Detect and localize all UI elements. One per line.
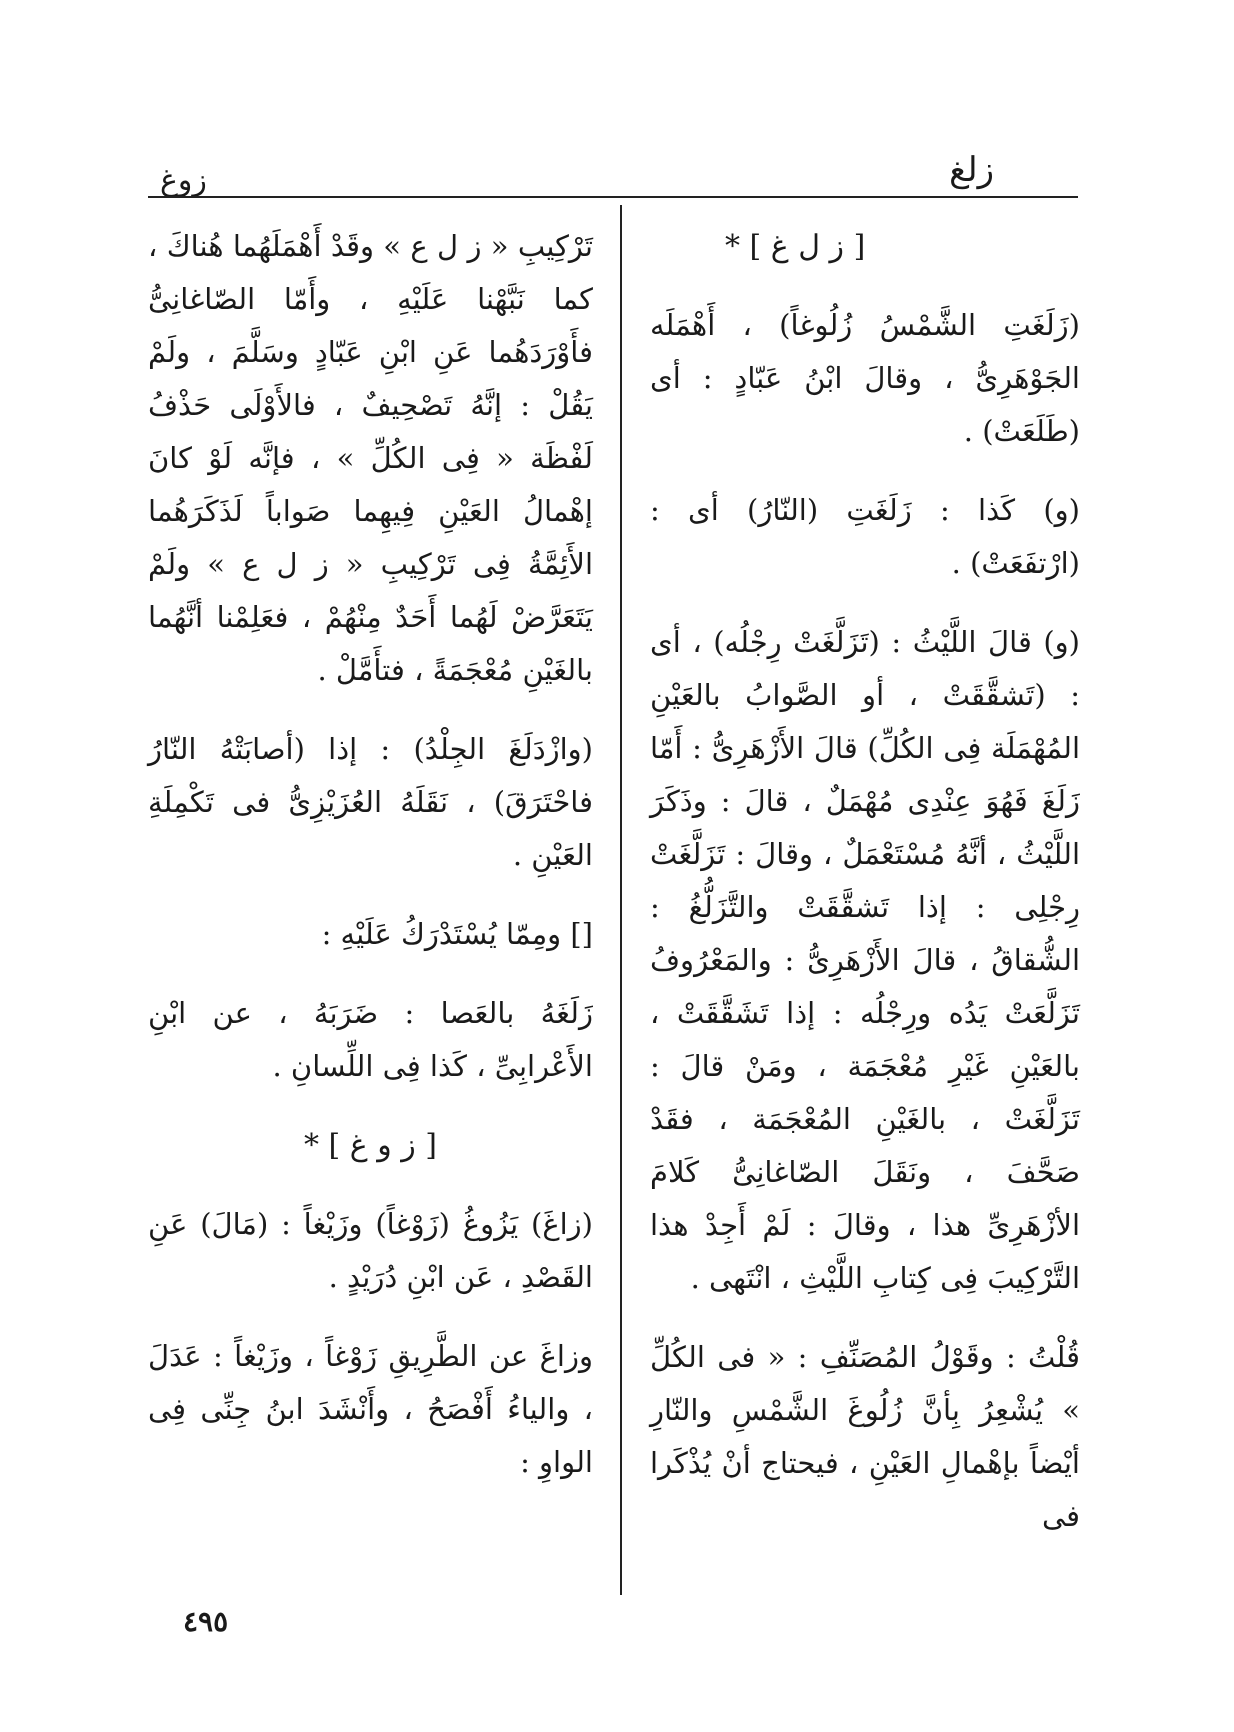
column-divider: [620, 205, 622, 1595]
left-paragraph-6: وزاغَ عن الطَّرِيقِ زَوْغاً ، وزَيْغاً : عَدَلَ ، والياءُ أَفْصَحُ ، وأَنْشَدَ ابنُ جِنِّى فِى الواوِ :: [148, 1339, 593, 1479]
running-head-left: زوغ: [160, 163, 207, 198]
left-paragraph-3: [] ومِمّا يُسْتَدْرَكُ عَلَيْهِ :: [321, 917, 593, 951]
running-head-right: زلغ: [949, 150, 994, 190]
left-paragraph-5: (زاغَ) يَزُوغُ (زَوْغاً) وزَيْغاً : (مَالَ) عَنِ القَصْدِ ، عَن ابْنِ دُرَيْدٍ .: [148, 1207, 593, 1294]
entry-heading-zlgh: [ ز ل غ ] *: [725, 229, 866, 264]
left-paragraph-4: زَلَغَهُ بالعَصا : ضَرَبَهُ ، عن ابْنِ الأَعْرابِىِّ ، كَذا فِى اللِّسانِ .: [148, 996, 593, 1083]
right-paragraph-2: (و) كَذا : زَلَغَتِ (النّارُ) أى : (ارْتفَعَتْ) .: [650, 493, 1080, 580]
entry-heading-zwgh: [ ز و غ ] *: [304, 1128, 437, 1163]
right-column: [650, 220, 1080, 1569]
right-paragraph-1: (زَلَغَتِ الشَّمْسُ زُلُوغاً) ، أَهْمَلَه الجَوْهَرِىُّ ، وقالَ ابْنُ عَبّادٍ : أى (طَلَعَتْ) .: [650, 308, 1080, 448]
header-rule: [148, 196, 1078, 198]
right-paragraph-3: (و) قالَ اللَّيْثُ : (تَزَلَّغَتْ رِجْلُه) ، أى : (تَشقَّقَتْ ، أو الصَّوابُ بالعَيْنِ المُهْمَلَة فِى الكُلِّ) قالَ الأَزْهَرِىُّ : أَمّا زَلَغَ فَهُوَ عِنْدِى مُهْمَلٌ ، قالَ : وذَكَرَ اللَّيْثُ ، أنَّهُ مُسْتَعْمَلٌ ، وقالَ : تَزَلَّغَتْ رِجْلِى : إذا تَشقَّقَتْ والتَّزَلُّغُ : الشُّقاقُ ، قالَ الأَزْهَرِىُّ : والمَعْرُوفُ تَزَلَّعَتْ يَدُه ورِجْلُه : إذا تَشَقَّقَتْ ، بالعَيْنِ غَيْرِ مُعْجَمَة ، ومَنْ قالَ : تَزَلَّغَتْ ، بالغَيْنِ المُعْجَمَة ، فقَدْ صَحَّفَ ، ونَقَلَ الصّاغانِىُّ كَلامَ الأزْهَرِىِّ هذا ، وقالَ : لَمْ أَجِدْ هذا التَّرْكِيبَ فِى كِتابِ اللَّيْثِ ، انْتَهى .: [650, 625, 1080, 1295]
left-paragraph-2: (وازْدَلَغَ الجِلْدُ) : إذا (أصابَتْهُ النّارُ فاحْتَرَقَ) ، نَقَلَهُ العُزَيْزِىُّ فى تَكْمِلَةِ العَيْنِ .: [148, 732, 593, 872]
page-number: ٤٩٥: [183, 1605, 229, 1638]
left-paragraph-1: تَرْكِيبِ « ز ل ع » وقَدْ أَهْمَلَهُما هُناكَ ، كما نَبَّهْنا عَلَيْهِ ، وأَمّا الصّاغانِىُّ فأَوْرَدَهُما عَنِ ابْنِ عَبّادٍ وسَلَّمَ ، ولَمْ يَقُلْ : إنَّهُ تَصْحِيفٌ ، فالأَوْلَى حَذْفُ لَفْظَة « فِى الكُلِّ » ، فإنَّه لَوْ كانَ إهْمالُ العَيْنِ فِيهِما صَواباً لَذَكَرَهُما الأَئِمَّةُ فِى تَرْكِيبِ « ز ل ع » ولَمْ يَتَعَرَّضْ لَهُما أَحَدٌ مِنْهُمْ ، فعَلِمْنا أنَّهُما بالغَيْنِ مُعْجَمَةً ، فتأَمَّلْ .: [148, 229, 593, 687]
left-column: [148, 220, 593, 1515]
right-paragraph-4: قُلْتُ : وقَوْلُ المُصَنِّفِ : « فى الكُلِّ » يُشْعِرُ بِأنَّ زُلُوغَ الشَّمْسِ والنّارِ أيْضاً بإهْمالِ العَيْنِ ، فيحتاج أنْ يُذْكَرا فى: [650, 1340, 1080, 1533]
